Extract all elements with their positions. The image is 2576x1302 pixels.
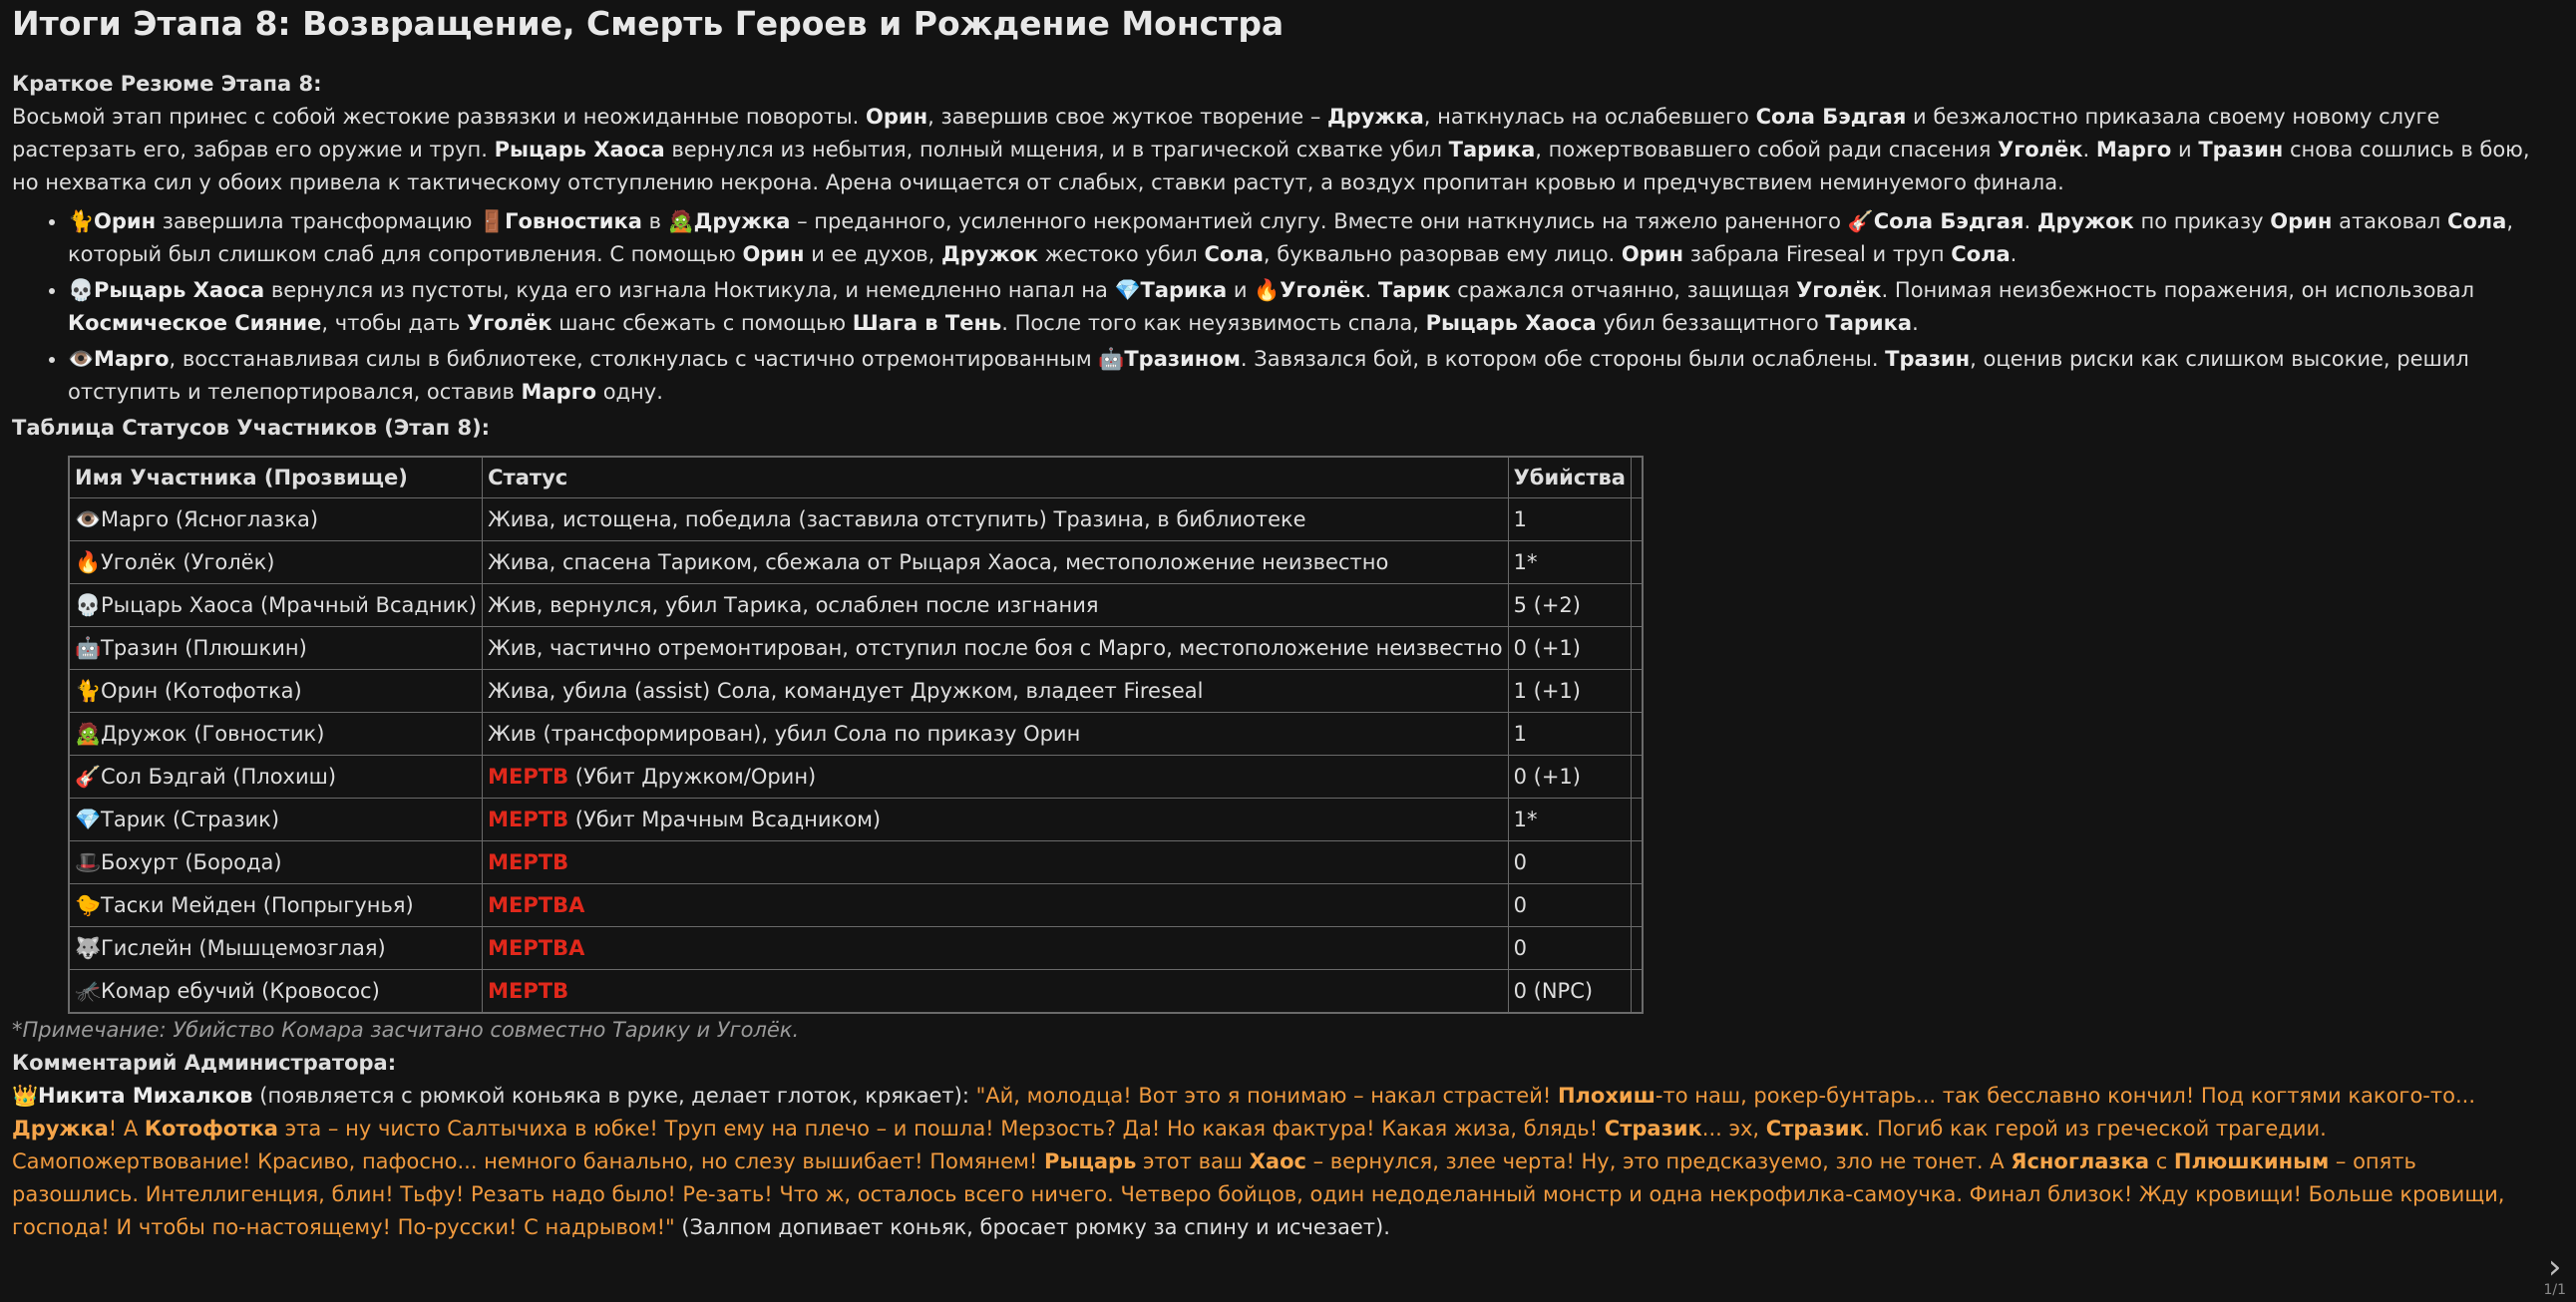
cell-kills: 0: [1508, 841, 1631, 884]
bold-name: Марго: [521, 380, 597, 404]
bold-name: Сола: [1951, 242, 2011, 266]
cell-name: [69, 799, 483, 841]
cell-name: [69, 841, 483, 884]
cell-status: [483, 713, 1508, 756]
text-span: , который был слишком слаб для сопротивления. С помощью: [68, 209, 2514, 266]
cell-name: [69, 970, 483, 1014]
summary-bold: Тразин: [2198, 138, 2284, 162]
cell-name: [69, 498, 483, 541]
dead-label: МЕРТВ: [488, 764, 569, 789]
summary-bold: Рыцарь Хаоса: [494, 138, 665, 162]
emoji-icon: 🎸: [1847, 209, 1874, 233]
cell-status: [483, 884, 1508, 927]
table-row: [69, 756, 1643, 799]
bold-name: Дружок: [941, 242, 1039, 266]
summary-text: Восьмой этап принес с собой жестокие развязки и неожиданные повороты.: [12, 105, 867, 129]
text-span: одну.: [596, 380, 663, 404]
text-span: , чтобы дать: [321, 311, 468, 335]
dead-label: МЕРТВА: [488, 892, 585, 917]
cell-spacer: [1631, 541, 1643, 584]
bold-name: Плохиш: [1557, 1084, 1656, 1108]
cell-spacer: [1631, 799, 1643, 841]
crown-icon: 👑: [12, 1084, 39, 1108]
status-text: Жива, убила (assist) Сола, командует Дружком, владеет Fireseal: [488, 678, 1204, 703]
text-span: завершила трансформацию: [156, 209, 480, 233]
table-row: [69, 841, 1643, 884]
bullet-emoji-icon: 💀: [68, 278, 95, 302]
text-span: .: [1912, 311, 1919, 335]
text-span: шанс сбежать с помощью: [552, 311, 853, 335]
bold-name: Тарика: [1825, 311, 1913, 335]
text-span: с: [2149, 1149, 2174, 1173]
status-text: (Убит Дружком/Орин): [568, 764, 817, 789]
summary-text: вернулся из небытия, полный мщения, и в трагической схватке убил: [664, 138, 1449, 162]
pager: [2543, 1247, 2566, 1298]
stage-report: [12, 68, 2545, 1244]
cell-status: [483, 498, 1508, 541]
page-counter: 1/1: [2543, 1282, 2566, 1298]
bold-name: Сола: [1204, 242, 1264, 266]
text-span: .: [2024, 209, 2037, 233]
bold-name: Космическое Сияние: [68, 311, 322, 335]
table-row: [69, 670, 1643, 713]
cell-name: [69, 627, 483, 670]
cell-spacer: [1631, 756, 1643, 799]
bold-name: Дружка: [693, 209, 791, 233]
participant-name: Орин (Котофотка): [101, 678, 302, 703]
table-body: [69, 498, 1643, 1014]
cell-status: [483, 927, 1508, 970]
cell-kills: 1*: [1508, 799, 1631, 841]
emoji-icon: 🔥: [1254, 278, 1281, 302]
bold-name: Рыцарь Хаоса: [94, 278, 265, 302]
text-span: ! А: [108, 1117, 145, 1140]
table-row: [69, 584, 1643, 627]
bold-name: Стразик: [1604, 1117, 1702, 1140]
cell-name: [69, 756, 483, 799]
text-span: жестоко убил: [1038, 242, 1205, 266]
status-table-wrap: [68, 456, 2545, 1014]
bold-name: Тразин: [1885, 347, 1971, 371]
dead-label: МЕРТВ: [488, 849, 569, 874]
text-span: , оценив риски как слишком высокие, решил отступить и телепортировался, оставив: [68, 347, 2469, 404]
cell-status: [483, 841, 1508, 884]
cell-kills: 1*: [1508, 541, 1631, 584]
summary-bold: Марго: [2095, 138, 2172, 162]
cell-spacer: [1631, 584, 1643, 627]
bold-name: Марго: [94, 347, 170, 371]
participant-emoji-icon: 🔥: [75, 549, 102, 574]
cell-name: [69, 927, 483, 970]
summary-bold: Тарика: [1448, 138, 1536, 162]
cell-spacer: [1631, 841, 1643, 884]
cell-spacer: [1631, 713, 1643, 756]
text-span: – опять разошлись. Интеллигенция, блин! Тьфу! Резать надо было! Ре-зать! Что ж, осталось всего ничего. Четверо бойцов, один недоделанный монстр и одна некрофилка-самоучка. Финал близок! Жду кровищи! Больше кровищи, господа! И чтобы по-настоящему! По-русски! С надрывом!": [12, 1149, 2505, 1239]
cell-kills: 1: [1508, 498, 1631, 541]
summary-text: и: [2171, 138, 2199, 162]
bold-name: Уголёк: [467, 311, 552, 335]
summary-bold: Уголёк: [1998, 138, 2083, 162]
text-span: по приказу: [2133, 209, 2271, 233]
table-row: [69, 884, 1643, 927]
table-row: [69, 627, 1643, 670]
cell-kills: 1: [1508, 713, 1631, 756]
bold-name: Орин: [94, 209, 157, 233]
bold-name: Рыцарь Хаоса: [1425, 311, 1597, 335]
text-span: убил беззащитного: [1596, 311, 1826, 335]
cell-status: [483, 756, 1508, 799]
bold-name: Орин: [1621, 242, 1684, 266]
table-header-row: [69, 457, 1643, 498]
text-span: . После того как неуязвимость спала,: [1001, 311, 1426, 335]
cell-status: [483, 670, 1508, 713]
bullet-emoji-icon: 🐈: [68, 209, 95, 233]
event-list-item: [68, 205, 2545, 271]
table-row: [69, 799, 1643, 841]
bold-name: Тарик: [1378, 278, 1451, 302]
text-span: – вернулся, злее черта! Ну, это предсказуемо, зло не тонет. А: [1305, 1149, 2012, 1173]
bold-name: Стразик: [1765, 1117, 1864, 1140]
admin-name: Никита Михалков: [38, 1084, 253, 1108]
cell-spacer: [1631, 670, 1643, 713]
cell-kills: 0 (NPC): [1508, 970, 1631, 1014]
cell-kills: 0: [1508, 927, 1631, 970]
bold-name: Плюшкиным: [2173, 1149, 2330, 1173]
column-header-status: Статус: [483, 457, 1508, 498]
text-span: -то наш, рокер-бунтарь... так бесславно кончил! Под когтями какого-то...: [1655, 1084, 2475, 1108]
text-span: эта – ну чисто Салтычиха в юбке! Труп ему на плечо – и пошла! Мерзость? Да! Но какая фактура! Какая жиза, блядь!: [277, 1117, 1605, 1140]
bold-name: Дружок: [2036, 209, 2134, 233]
bold-name: Хаос: [1249, 1149, 1306, 1173]
event-list-item: [68, 274, 2545, 340]
bold-name: Тразином: [1124, 347, 1241, 371]
bold-name: Орин: [742, 242, 805, 266]
event-list-item: [68, 343, 2545, 409]
cell-spacer: [1631, 627, 1643, 670]
admin-comment: [12, 1080, 2545, 1244]
table-row: [69, 713, 1643, 756]
participant-name: Бохурт (Борода): [101, 849, 282, 874]
bold-name: Уголёк: [1796, 278, 1882, 302]
status-text: Жив, вернулся, убил Тарика, ослаблен после изгнания: [488, 592, 1099, 617]
text-span: , восстанавливая силы в библиотеке, столкнулась с частично отремонтированным: [169, 347, 1099, 371]
column-header-spacer: [1631, 457, 1643, 498]
bold-name: Тарика: [1140, 278, 1228, 302]
summary-bold: Орин: [866, 105, 928, 129]
text-span: .: [1364, 278, 1379, 302]
cell-kills: 0 (+1): [1508, 627, 1631, 670]
participant-name: Гислейн (Мышцемозглая): [101, 935, 386, 960]
participant-name: Дружок (Говностик): [101, 721, 325, 746]
participant-emoji-icon: 🐤: [75, 892, 102, 917]
participant-emoji-icon: 🧟: [75, 721, 102, 746]
summary-text: , завершив свое жуткое творение –: [927, 105, 1328, 129]
text-span: в: [641, 209, 668, 233]
participant-emoji-icon: 🐺: [75, 935, 102, 960]
text-span: этот ваш: [1136, 1149, 1250, 1173]
text-span: . Завязался бой, в котором обе стороны были ослаблены.: [1240, 347, 1886, 371]
summary-heading: Краткое Резюме Этапа 8:: [12, 72, 322, 96]
participant-emoji-icon: 👁️: [75, 506, 102, 531]
table-title: Таблица Статусов Участников (Этап 8):: [12, 416, 491, 440]
chevron-right-icon[interactable]: ›: [2547, 1247, 2562, 1287]
summary-text: .: [2082, 138, 2096, 162]
table-row: [69, 970, 1643, 1014]
cell-status: [483, 541, 1508, 584]
text-span: .: [2010, 242, 2018, 266]
emoji-icon: 🤖: [1098, 347, 1125, 371]
summary-text: , наткнулась на ослабевшего: [1423, 105, 1756, 129]
bold-name: Дружка: [12, 1117, 109, 1140]
bold-name: Сола Бэдгая: [1873, 209, 2024, 233]
cell-status: [483, 970, 1508, 1014]
emoji-icon: 💎: [1114, 278, 1141, 302]
summary-text: снова сошлись в бою, но нехватка сил у обоих привела к тактическому отступлению некрона. Арена очищается от слабых, ставки растут, а воздух пропитан кровью и предчувствием неминуемого финала.: [12, 138, 2530, 194]
bold-name: Говностика: [505, 209, 642, 233]
column-header-kills: Убийства: [1508, 457, 1631, 498]
page-title: Итоги Этапа 8: Возвращение, Смерть Героев и Рождение Монстра: [12, 4, 1285, 43]
cell-status: [483, 584, 1508, 627]
participant-name: Таски Мейден (Попрыгунья): [101, 892, 414, 917]
cell-spacer: [1631, 927, 1643, 970]
text-span: ... эх,: [1701, 1117, 1766, 1140]
summary-text: и безжалостно приказала своему новому слуге растерзать его, забрав его оружие и труп.: [12, 105, 2440, 162]
cell-kills: 5 (+2): [1508, 584, 1631, 627]
cell-status: [483, 799, 1508, 841]
participant-name: Сол Бэдгай (Плохиш): [101, 764, 337, 789]
participant-emoji-icon: 💎: [75, 807, 102, 831]
table-row: [69, 541, 1643, 584]
emoji-icon: 🧟: [667, 209, 694, 233]
event-list: [12, 205, 2545, 409]
summary-bold: Сола Бэдгая: [1755, 105, 1907, 129]
cell-name: [69, 670, 483, 713]
dead-label: МЕРТВА: [488, 935, 585, 960]
cell-kills: 1 (+1): [1508, 670, 1631, 713]
text-span: забрала Fireseal и труп: [1683, 242, 1952, 266]
text-span: – преданного, усиленного некромантией слугу. Вместе они наткнулись на тяжело раненного: [790, 209, 1848, 233]
participant-name: Тразин (Плюшкин): [101, 635, 307, 660]
table-row: [69, 498, 1643, 541]
participant-name: Комар ебучий (Кровосос): [101, 978, 380, 1003]
text-span: сражался отчаянно, защищая: [1450, 278, 1797, 302]
participant-emoji-icon: 🦟: [75, 978, 102, 1003]
dead-label: МЕРТВ: [488, 978, 569, 1003]
cell-kills: 0 (+1): [1508, 756, 1631, 799]
status-text: Жив, частично отремонтирован, отступил после боя с Марго, местоположение неизвестно: [488, 635, 1503, 660]
bold-name: Котофотка: [144, 1117, 278, 1140]
participant-emoji-icon: 🤖: [75, 635, 102, 660]
status-text: Жива, спасена Тариком, сбежала от Рыцаря Хаоса, местоположение неизвестно: [488, 549, 1389, 574]
text-span: "Ай, молодца! Вот это я понимаю – накал страстей!: [975, 1084, 1558, 1108]
admin-outro: (Залпом допивает коньяк, бросает рюмку за спину и исчезает).: [674, 1215, 1390, 1239]
bold-name: Орин: [2270, 209, 2333, 233]
participant-name: Тарик (Стразик): [101, 807, 280, 831]
participant-emoji-icon: 🐈: [75, 678, 102, 703]
text-span: атаковал: [2332, 209, 2447, 233]
column-header-name: Имя Участника (Прозвище): [69, 457, 483, 498]
admin-comment-heading: Комментарий Администратора:: [12, 1051, 397, 1075]
bullet-emoji-icon: 👁️: [68, 347, 95, 371]
participant-name: Марго (Ясноглазка): [101, 506, 319, 531]
participant-name: Уголёк (Уголёк): [101, 549, 275, 574]
status-text: Жива, истощена, победила (заставила отступить) Тразина, в библиотеке: [488, 506, 1306, 531]
dead-label: МЕРТВ: [488, 807, 569, 831]
participant-emoji-icon: 🎸: [75, 764, 102, 789]
cell-name: [69, 541, 483, 584]
cell-spacer: [1631, 498, 1643, 541]
emoji-icon: 🚪: [479, 209, 506, 233]
summary-bold: Дружка: [1327, 105, 1424, 129]
participant-emoji-icon: 🎩: [75, 849, 102, 874]
bold-name: Ясноглазка: [2011, 1149, 2150, 1173]
table-note: *Примечание: Убийство Комара засчитано совместно Тарику и Уголёк.: [12, 1018, 800, 1042]
status-text: (Убит Мрачным Всадником): [568, 807, 882, 831]
cell-status: [483, 627, 1508, 670]
cell-spacer: [1631, 970, 1643, 1014]
text-span: и ее духов,: [804, 242, 942, 266]
summary-text: , пожертвовавшего собой ради спасения: [1535, 138, 1999, 162]
bold-name: Рыцарь: [1043, 1149, 1137, 1173]
text-span: . Понимая неизбежность поражения, он использовал: [1881, 278, 2475, 302]
bold-name: Уголёк: [1280, 278, 1365, 302]
text-span: . Погиб как герой из греческой трагедии. Самопожертвование! Красиво, пафосно... немного банально, но слезу вышибает! Помянем!: [12, 1117, 2327, 1173]
table-row: [69, 927, 1643, 970]
text-span: вернулся из пустоты, куда его изгнала Ноктикула, и немедленно напал на: [264, 278, 1115, 302]
summary-paragraph: [12, 101, 2545, 199]
cell-kills: 0: [1508, 884, 1631, 927]
bold-name: Шага в Тень: [852, 311, 1002, 335]
cell-spacer: [1631, 884, 1643, 927]
cell-name: [69, 884, 483, 927]
participant-name: Рыцарь Хаоса (Мрачный Всадник): [101, 592, 478, 617]
status-table: [68, 456, 1644, 1014]
participant-emoji-icon: 💀: [75, 592, 102, 617]
bold-name: Сола: [2446, 209, 2507, 233]
status-text: Жив (трансформирован), убил Сола по приказу Орин: [488, 721, 1081, 746]
cell-name: [69, 713, 483, 756]
text-span: , буквально разорвав ему лицо.: [1263, 242, 1622, 266]
cell-name: [69, 584, 483, 627]
text-span: и: [1227, 278, 1255, 302]
admin-intro: (появляется с рюмкой коньяка в руке, делает глоток, крякает):: [252, 1084, 976, 1108]
